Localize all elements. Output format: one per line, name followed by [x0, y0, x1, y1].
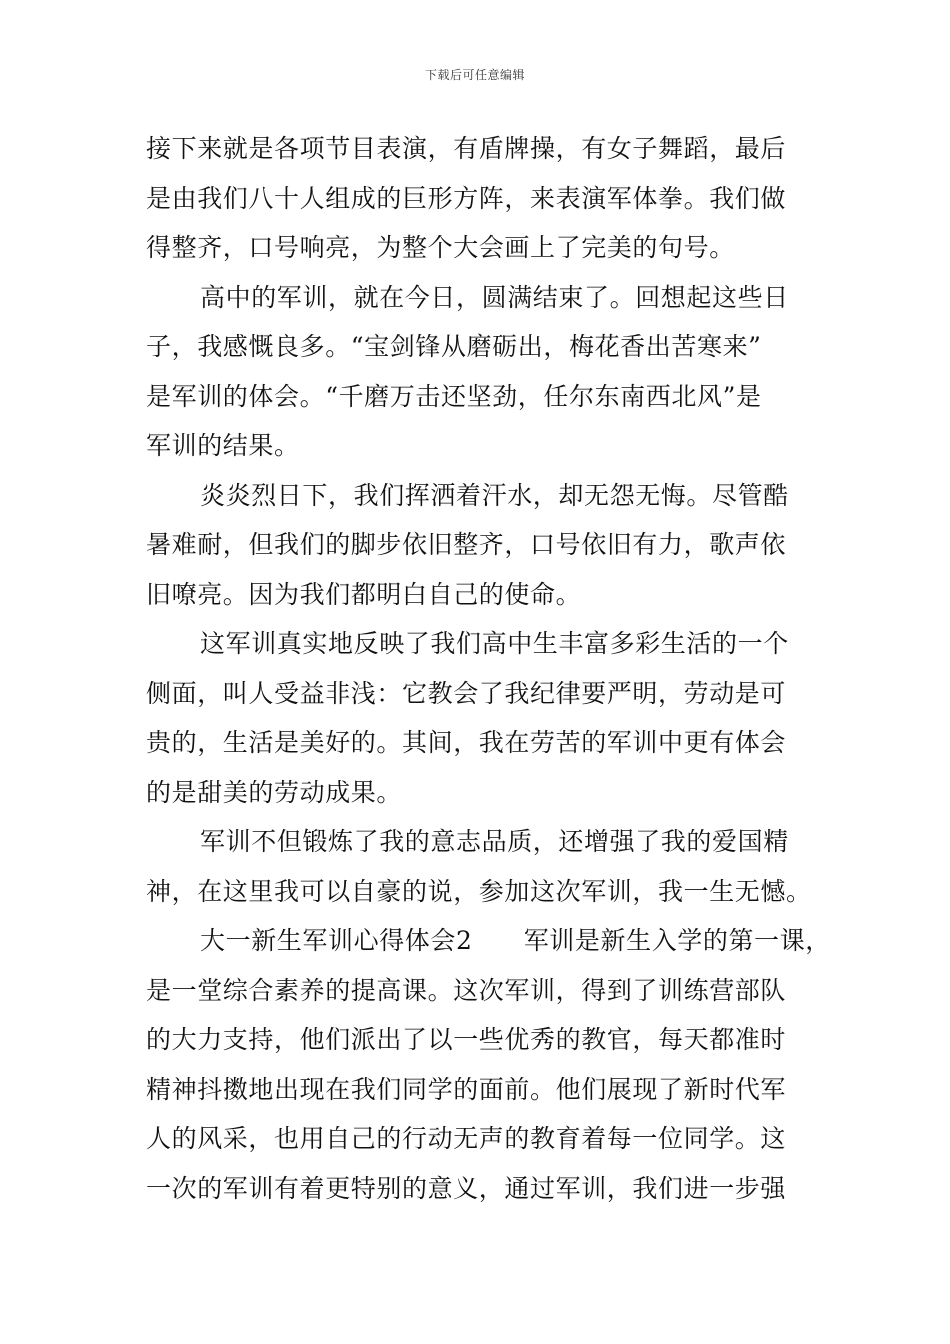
text-line: 的大力支持，他们派出了以一些优秀的教官，每天都准时 [146, 1025, 787, 1054]
text-line: 是一堂综合素养的提高课。这次军训，得到了训练营部队 [146, 975, 787, 1005]
text-line: 的是甜美的劳动成果。 [146, 777, 403, 807]
text-line: 侧面，叫人受益非浅：它教会了我纪律要严明，劳动是可 [146, 678, 787, 708]
text-line: 贵的，生活是美好的。其间，我在劳苦的军训中更有体会 [146, 728, 787, 757]
paragraph-1 [146, 124, 816, 273]
text-line: 得整齐，口号响亮，为整个大会画上了完美的句号。 [146, 233, 735, 262]
text-line: 旧嘹亮。因为我们都明白自己的使命。 [146, 579, 582, 609]
text-line: 军训不但锻炼了我的意志品质，还增强了我的爱国精 [200, 827, 789, 856]
document-body [146, 124, 831, 1213]
text-line: 神，在这里我可以自豪的说，参加这次军训，我一生无憾。 [146, 876, 812, 906]
text-line: 子，我感慨良多。“宝剑锋从磨砺出，梅花香出苦寒来” [146, 332, 762, 361]
text-line: 一次的军训有着更特别的意义，通过军训，我们进一步强 [146, 1173, 787, 1203]
paragraph-2 [146, 273, 816, 471]
paragraph-6 [146, 916, 831, 1213]
text-line: 炎炎烈日下，我们挥洒着汗水，却无怨无悔。尽管酷 [200, 480, 789, 510]
text-line: 高中的军训，就在今日，圆满结束了。回想起这些日 [200, 282, 789, 312]
text-line: 是军训的体会。“千磨万击还坚劲，任尔东南西北风”是 [146, 381, 762, 411]
text-line: 接下来就是各项节目表演，有盾牌操，有女子舞蹈，最后 [146, 134, 787, 163]
text-line: 人的风采，也用自己的行动无声的教育着每一位同学。这 [146, 1124, 787, 1153]
paragraph-5 [146, 817, 816, 916]
text-line: 这军训真实地反映了我们高中生丰富多彩生活的一个 [200, 629, 789, 658]
paragraph-3 [146, 471, 816, 620]
paragraph-4 [146, 619, 816, 817]
text-line: 是由我们八十人组成的巨形方阵，来表演军体拳。我们做 [146, 183, 787, 213]
text-line: 精神抖擞地出现在我们同学的面前。他们展现了新时代军 [146, 1074, 787, 1104]
page-header-note: 下载后可任意编辑 [424, 68, 525, 82]
text-line: 暑难耐，但我们的脚步依旧整齐，口号依旧有力，歌声依 [146, 530, 787, 559]
text-line: 军训的结果。 [146, 431, 300, 460]
text-line: 大一新生军训心得体会2 军训是新生入学的第一课， [200, 926, 831, 955]
